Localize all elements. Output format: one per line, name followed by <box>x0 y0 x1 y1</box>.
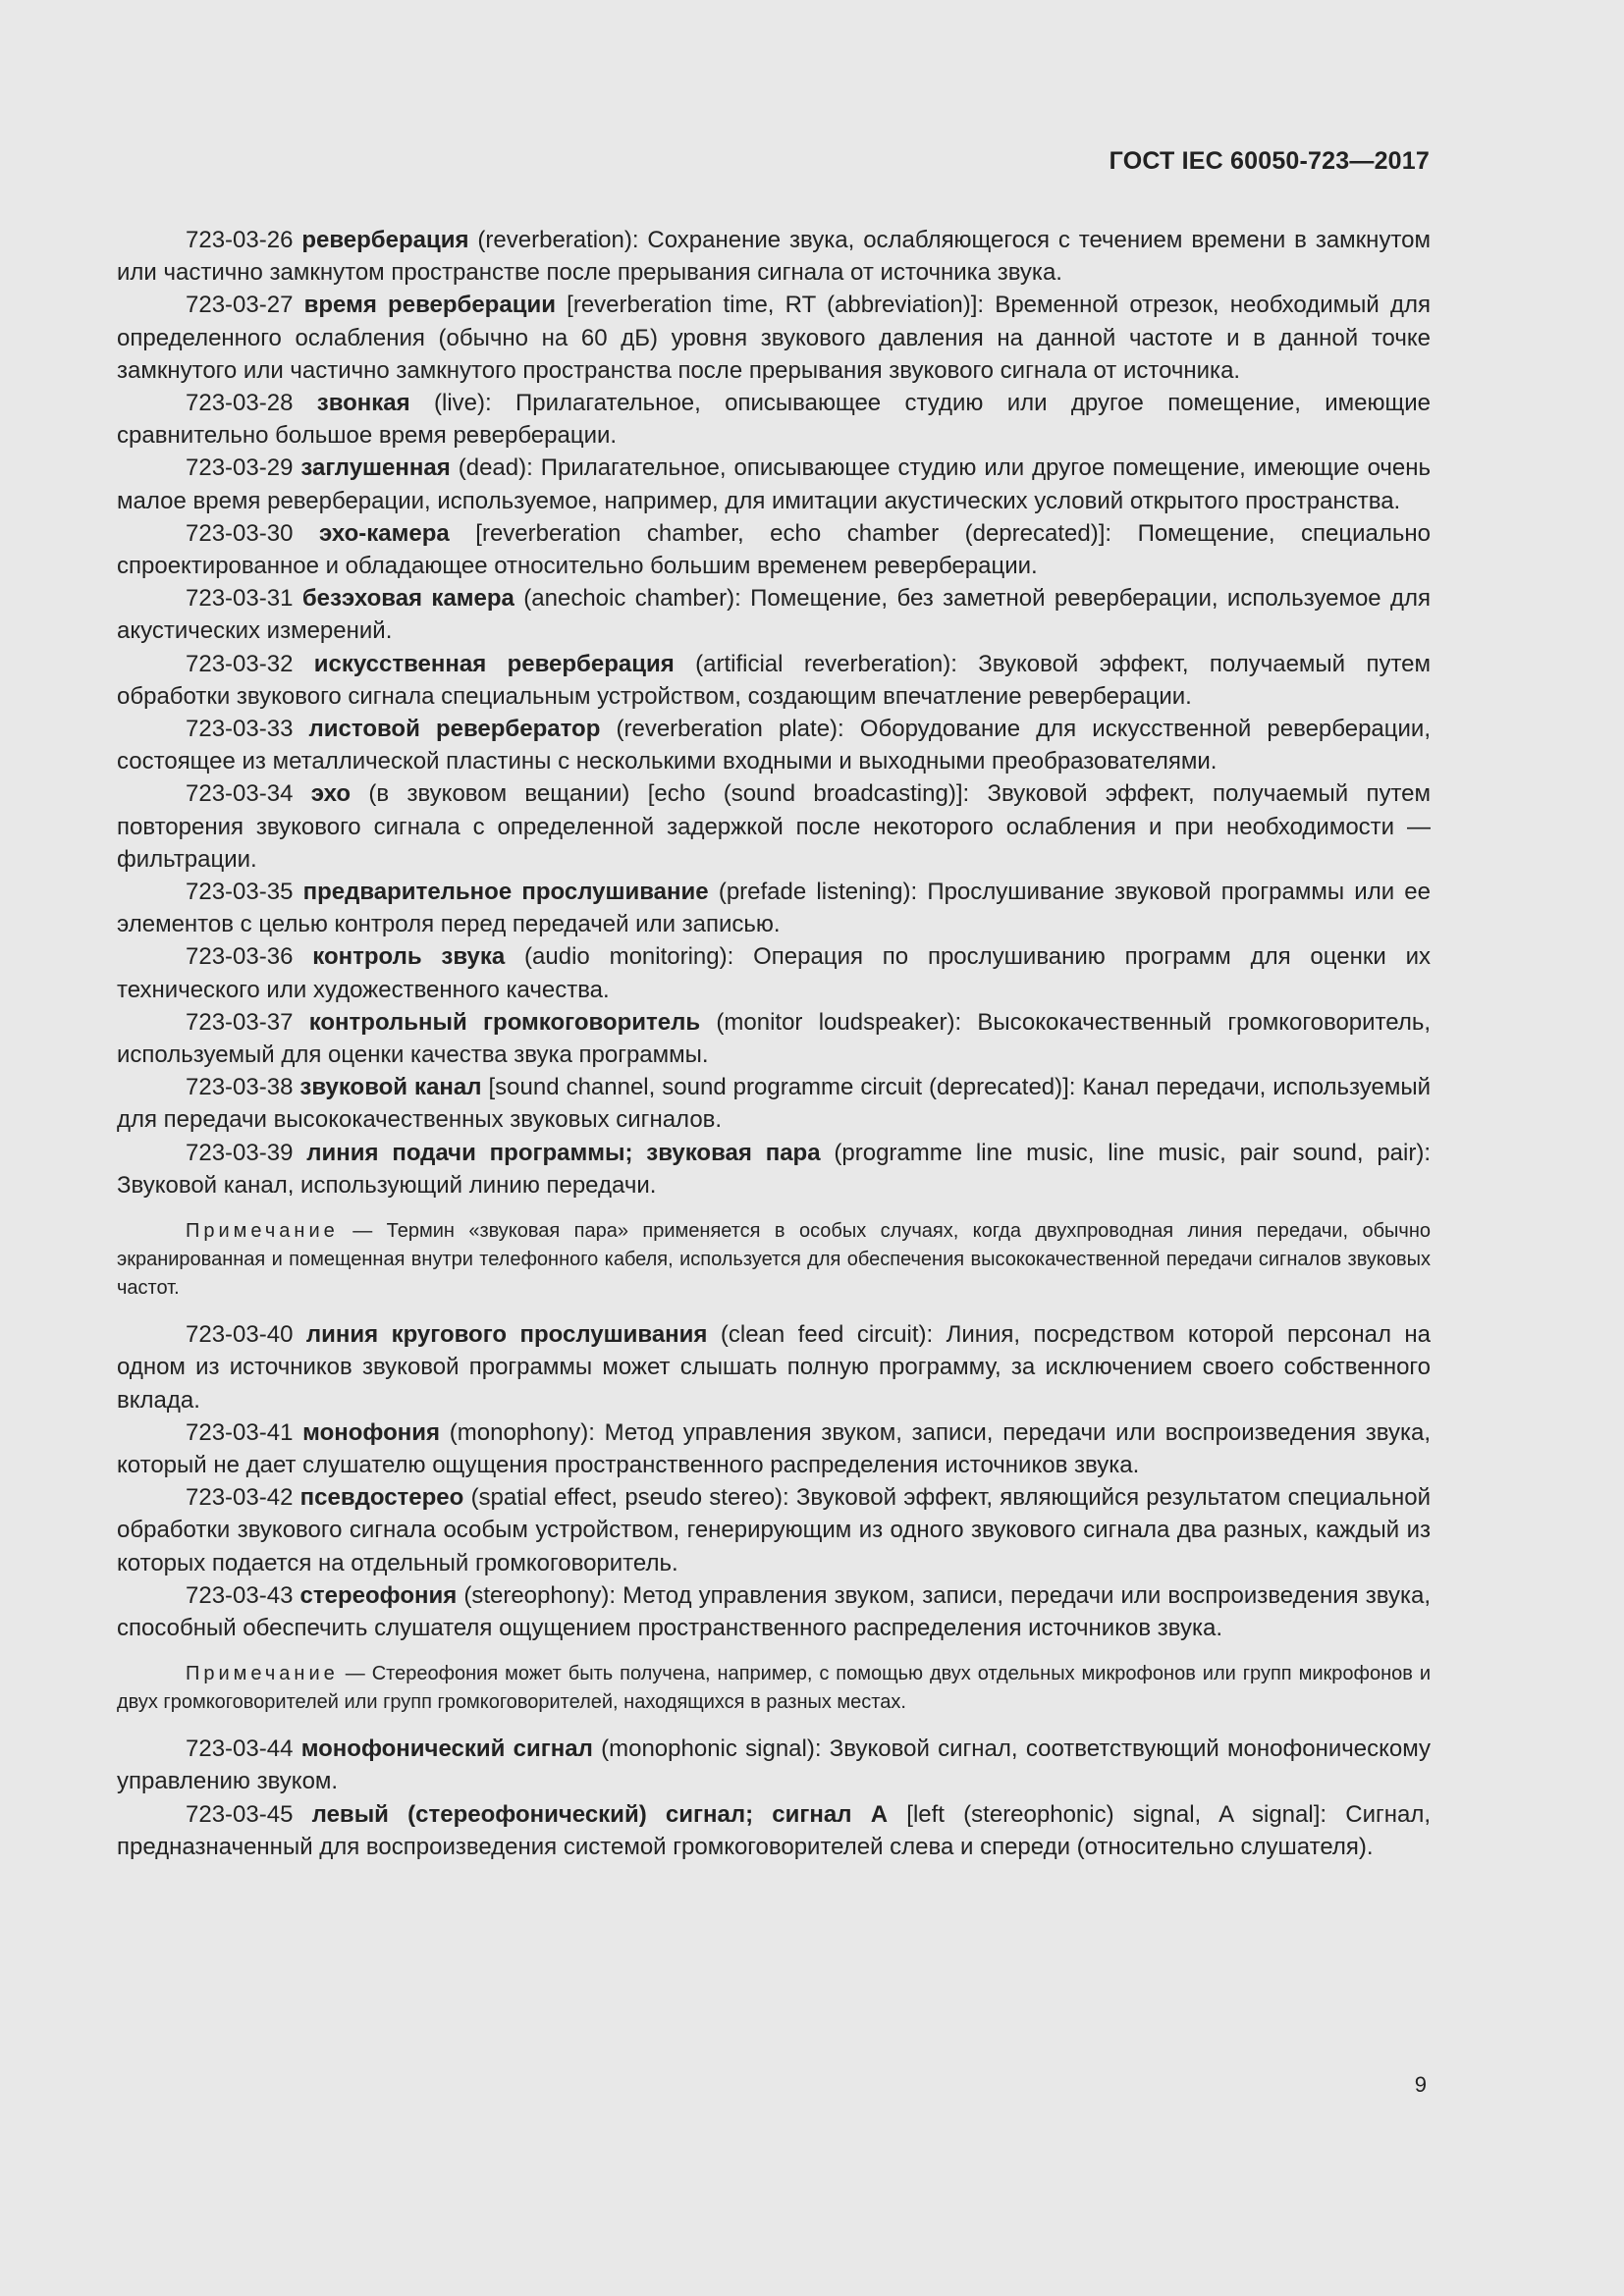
term-entry <box>117 777 1431 876</box>
note-text: — Термин «звуковая пара» применяется в особых случаях, когда двухпроводная линия передачи, обычно экранированная и помещенная внутри телефонного кабеля, используется для обеспечения высококачественной передачи сигналов звуковых частот. <box>117 1220 1431 1300</box>
term-definition: [reverberation time, RT (abbreviation)]: Временной отрезок, необходимый для определенного ослабления (обычно на 60 дБ) уровня звукового давления на данной частоте и в данной точке замкнутого или частично замкнутого пространства после прерывания звукового сигнала от источника. <box>117 292 1432 384</box>
term-entry <box>117 1006 1431 1071</box>
term-entry <box>117 387 1431 452</box>
term-definition: (anechoic chamber): Помещение, без заметной реверберации, используемое для акустических измерений. <box>117 585 1432 645</box>
term-definition: (programme line music, line music, pair sound, pair): Звуковой канал, использующий линию передачи. <box>117 1139 1432 1199</box>
term-code: 723-03-31 <box>186 585 294 613</box>
term-code: 723-03-27 <box>186 292 294 319</box>
term-entry <box>117 876 1431 940</box>
term-entry <box>117 940 1431 1005</box>
term-definition: (artificial reverberation): Звуковой эффект, получаемый путем обработки звукового сигнала специальным устройством, создающим впечатление реверберации. <box>117 650 1432 710</box>
note <box>117 1217 1431 1303</box>
term-definition: (monophony): Метод управления звуком, записи, передачи или воспроизведения звука, который не дает слушателю ощущения пространственного распределения источников звука. <box>117 1418 1431 1478</box>
term-entry <box>117 713 1431 777</box>
term-definition: (prefade listening): Прослушивание звуковой программы или ее элементов с целью контроля перед передачей или записью. <box>117 879 1432 938</box>
term-code: 723-03-36 <box>186 943 294 971</box>
term-entry <box>117 1481 1431 1579</box>
term-entry <box>117 517 1431 582</box>
term-code: 723-03-44 <box>186 1735 294 1763</box>
term-definition: [left (stereophonic) signal, A signal]: Сигнал, предназначенный для воспроизведения системой громкоговорителей слева и спереди (относительно слушателя). <box>117 1800 1432 1860</box>
term-code: 723-03-43 <box>186 1581 294 1609</box>
term-name: эхо-камера <box>318 519 450 547</box>
term-code: 723-03-37 <box>186 1008 294 1036</box>
term-definition: (live): Прилагательное, описывающее студию или другое помещение, имеющие сравнительно большое время реверберации. <box>117 390 1431 450</box>
term-definition: (clean feed circuit): Линия, посредством которой персонал на одном из источников звуковой программы может слышать полную программу, за исключением своего собственного вклада. <box>117 1321 1431 1414</box>
term-entry <box>117 1733 1431 1797</box>
term-entry <box>117 1798 1431 1863</box>
term-entry <box>117 582 1431 647</box>
term-definition: (monitor loudspeaker): Высококачественный громкоговоритель, используемый для оценки качества звука программы. <box>117 1008 1432 1069</box>
term-name: левый (стереофонический) сигнал; сигнал А <box>311 1800 889 1828</box>
term-definition: (reverberation): Сохранение звука, ослабляющегося с течением времени в замкнутом или частично замкнутом пространстве после прерывания сигнала от источника звука. <box>117 227 1432 287</box>
term-definition: (в звуковом вещании) [echo (sound broadcasting)]: Звуковой эффект, получаемый путем повторения звукового сигнала с определенной задержкой после некоторого ослабления и при необходимости — фильтрации. <box>117 780 1432 873</box>
term-code: 723-03-33 <box>186 716 294 743</box>
term-definition: (dead): Прилагательное, описывающее студию или другое помещение, имеющие очень малое время реверберации, используемое, например, для имитации акустических условий открытого пространства. <box>117 454 1431 514</box>
term-name: монофония <box>302 1418 441 1446</box>
term-name: листовой ревербератор <box>308 716 601 743</box>
term-code: 723-03-45 <box>186 1800 294 1828</box>
term-code: 723-03-34 <box>186 780 294 808</box>
term-code: 723-03-26 <box>186 227 294 253</box>
term-code: 723-03-40 <box>186 1321 294 1349</box>
term-name: предварительное прослушивание <box>302 879 709 906</box>
term-code: 723-03-30 <box>186 519 294 547</box>
term-entry <box>117 224 1431 289</box>
term-entry <box>117 289 1431 387</box>
page-number: 9 <box>1414 2072 1427 2097</box>
term-name: линия кругового прослушивания <box>305 1321 708 1349</box>
term-entry <box>117 452 1431 516</box>
term-name: безэховая камера <box>301 585 514 613</box>
term-definition: (monophonic signal): Звуковой сигнал, соответствующий монофоническому управлению звуком. <box>117 1735 1432 1795</box>
note-text: — Стереофония может быть получена, например, с помощью двух отдельных микрофонов или групп микрофонов и двух громкоговорителей или групп громкоговорителей, находящихся в разных местах. <box>117 1663 1431 1714</box>
term-entry <box>117 1137 1431 1201</box>
term-name: звонкая <box>316 390 410 417</box>
term-name: звуковой канал <box>299 1074 482 1101</box>
term-definition: (reverberation plate): Оборудование для искусственной реверберации, состоящее из металлической пластины с несколькими входными и выходными преобразователями. <box>117 716 1432 775</box>
term-name: заглушенная <box>300 454 451 482</box>
term-code: 723-03-32 <box>186 650 294 677</box>
term-entry <box>117 1579 1431 1644</box>
note <box>117 1660 1431 1717</box>
term-entry <box>117 1318 1431 1416</box>
term-definition: [reverberation chamber, echo chamber (deprecated)]: Помещение, специально спроектированное и обладающее относительно большим временем реверберации. <box>117 519 1431 580</box>
term-name: эхо <box>310 780 352 808</box>
term-entry <box>117 1071 1431 1136</box>
term-code: 723-03-35 <box>186 879 294 906</box>
document-body <box>117 224 1431 1863</box>
note-label: Примечание <box>186 1663 339 1685</box>
term-name: время реверберации <box>303 292 556 319</box>
term-name: монофонический сигнал <box>300 1735 593 1763</box>
term-name: линия подачи программы; звуковая пара <box>306 1139 821 1166</box>
term-code: 723-03-42 <box>186 1484 294 1512</box>
term-code: 723-03-41 <box>186 1418 294 1446</box>
note-label: Примечание <box>186 1220 339 1243</box>
term-code: 723-03-39 <box>186 1139 294 1166</box>
term-name: псевдостерео <box>299 1484 464 1512</box>
term-name: реверберация <box>301 227 469 253</box>
term-code: 723-03-29 <box>186 454 294 482</box>
term-name: контроль звука <box>312 943 506 971</box>
term-name: стереофония <box>299 1581 458 1609</box>
document-header: ГОСТ IEC 60050-723—2017 <box>1109 147 1430 175</box>
term-name: контрольный громкоговоритель <box>308 1008 701 1036</box>
term-entry <box>117 648 1431 713</box>
term-definition: (stereophony): Метод управления звуком, записи, передачи или воспроизведения звука, способный обеспечить слушателя ощущением пространственного распределения источников звука. <box>117 1581 1431 1641</box>
term-definition: [sound channel, sound programme circuit (deprecated)]: Канал передачи, используемый для передачи высококачественных звуковых сигналов. <box>117 1074 1432 1134</box>
term-entry <box>117 1416 1431 1481</box>
term-definition: (spatial effect, pseudo stereo): Звуковой эффект, являющийся результатом специальной обработки звукового сигнала особым устройством, генерирующим из одного звукового сигнала два разных, каждый из которых подается на отдельный громкоговоритель. <box>117 1484 1432 1576</box>
term-code: 723-03-28 <box>186 390 294 417</box>
term-code: 723-03-38 <box>186 1074 294 1101</box>
term-definition: (audio monitoring): Операция по прослушиванию программ для оценки их технического или художественного качества. <box>117 943 1431 1003</box>
term-name: искусственная реверберация <box>313 650 675 677</box>
